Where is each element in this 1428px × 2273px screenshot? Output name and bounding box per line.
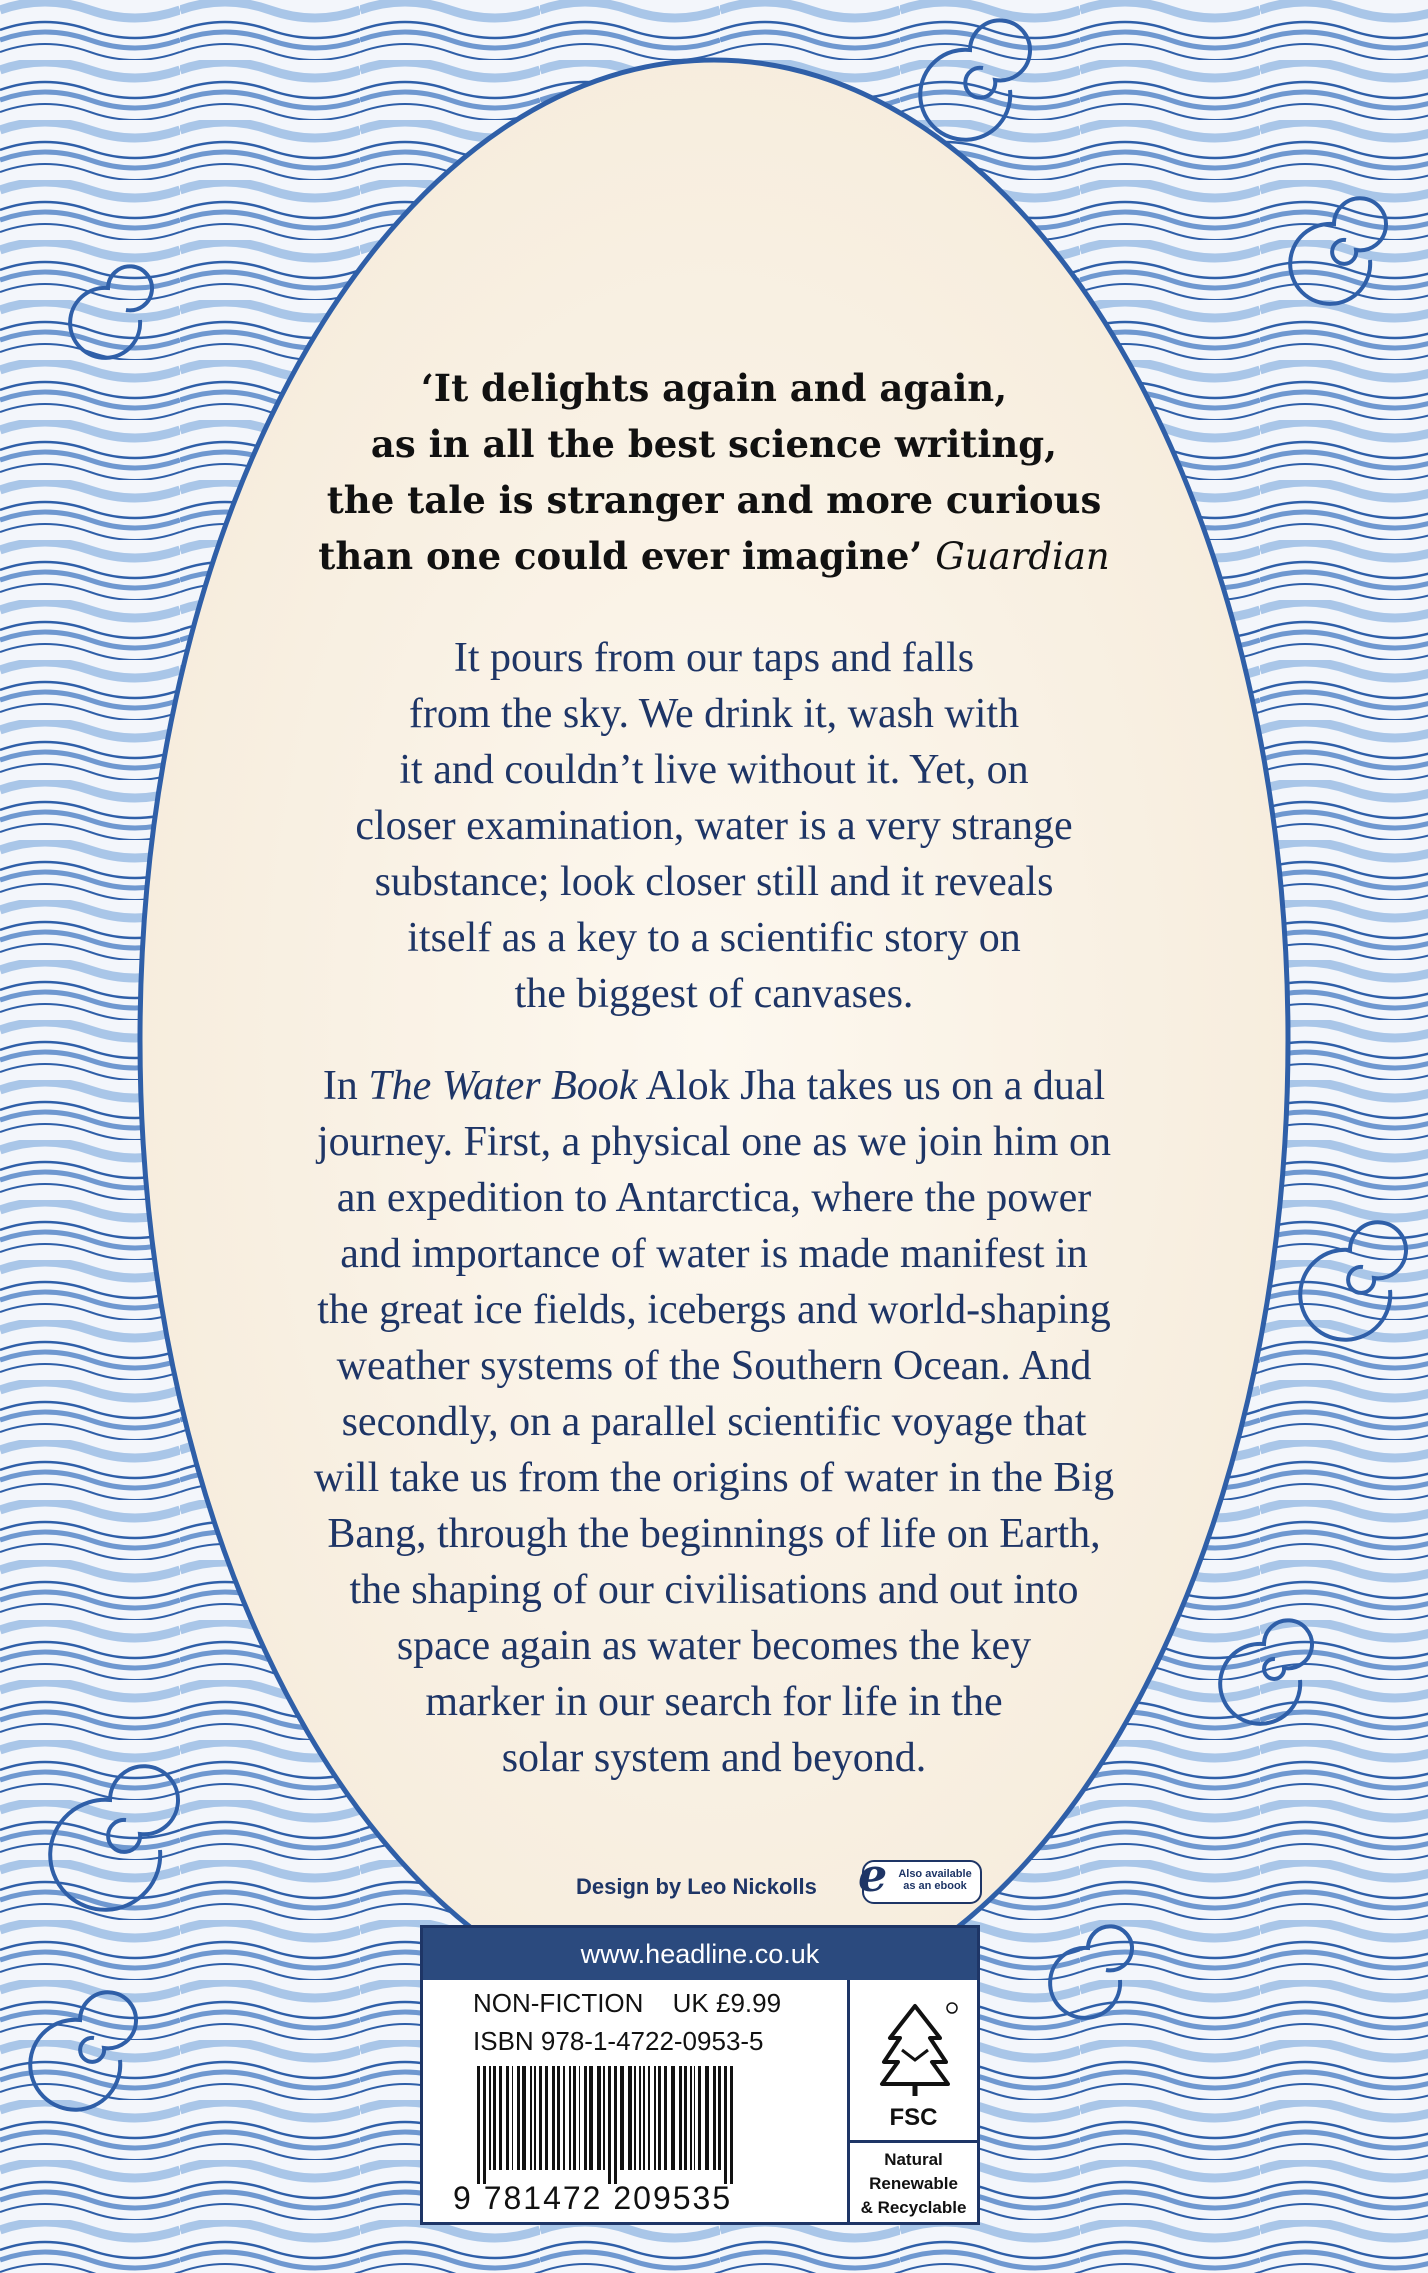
blurb-line: It pours from our taps and falls — [453, 635, 975, 681]
barcode-bar — [489, 2066, 491, 2170]
barcode-bar — [648, 2066, 650, 2170]
blurb-line: weather systems of the Southern Ocean. And — [336, 1343, 1092, 1389]
barcode-bar — [477, 2066, 480, 2184]
barcode-bar — [620, 2066, 624, 2170]
ebook-badge-line: Also available — [898, 1868, 972, 1880]
barcode-bar — [579, 2066, 580, 2170]
book-title: The Water Book — [368, 1063, 638, 1109]
fsc-label: FSC — [889, 2104, 938, 2131]
blurb-line: the biggest of canvases. — [514, 971, 914, 1017]
isbn-label: ISBN 978-1-4722-0953-5 — [473, 2026, 764, 2056]
blurb-line: and importance of water is made manifest in — [340, 1231, 1088, 1277]
blurb-line — [200, 1058, 1228, 1114]
blurb-line: itself as a key to a scientific story on — [407, 915, 1021, 961]
blurb-paragraph-1 — [200, 630, 1228, 1022]
barcode-bar — [654, 2066, 656, 2170]
fsc-tag-line: & Recyclable — [860, 2198, 967, 2217]
blurb-line: Bang, through the beginnings of life on Earth, — [327, 1511, 1101, 1557]
barcode-bar — [552, 2066, 555, 2170]
barcode-bar — [639, 2066, 641, 2170]
barcode-bar — [724, 2066, 727, 2184]
design-credit: Design by Leo Nickolls — [576, 1874, 817, 1899]
publisher-url[interactable]: www.headline.co.uk — [423, 1928, 977, 1980]
blurb-paragraph-2 — [200, 1058, 1228, 1786]
quote-line: ‘It delights again and again, — [420, 366, 1008, 410]
blurb-line: will take us from the origins of water in the Big — [313, 1455, 1115, 1501]
barcode-bar — [684, 2066, 687, 2170]
ebook-badge-text — [894, 1868, 976, 1892]
barcode — [473, 2066, 815, 2184]
barcode-bar — [517, 2066, 520, 2170]
blurb-suffix: Alok Jha takes us on a dual — [637, 1063, 1106, 1109]
fsc-divider — [850, 2140, 977, 2143]
barcode-bar — [713, 2066, 716, 2170]
barcode-bar — [694, 2066, 695, 2170]
ebook-e-icon: e — [858, 1848, 888, 1902]
barcode-digits: 9 781472 209535 — [453, 2180, 733, 2216]
barcode-bar — [718, 2066, 721, 2170]
blurb-line: an expedition to Antarctica, where the power — [336, 1175, 1092, 1221]
blurb-line: substance; look closer still and it reveals — [374, 859, 1054, 905]
blurb-prefix: In — [322, 1063, 369, 1109]
blurb-line: space again as water becomes the key — [396, 1623, 1032, 1669]
blurb-line: solar system and beyond. — [501, 1735, 927, 1781]
barcode-bar — [499, 2066, 502, 2170]
fsc-tree-icon — [870, 1998, 960, 2098]
fsc-tagline — [850, 2148, 977, 2220]
quote-line: as in all the best science writing, — [370, 422, 1058, 466]
barcode-bar — [658, 2066, 661, 2170]
barcode-bar — [493, 2066, 496, 2170]
barcode-bar — [589, 2066, 593, 2170]
quote-line: the tale is stranger and more curious — [326, 478, 1102, 522]
barcode-bar — [530, 2066, 532, 2170]
barcode-bar — [643, 2066, 645, 2170]
barcode-bar — [634, 2066, 636, 2170]
fsc-tag-line: Renewable — [869, 2174, 958, 2193]
barcode-bar — [679, 2066, 682, 2170]
price-label: UK £9.99 — [672, 1988, 782, 2018]
barcode-bar — [573, 2066, 576, 2170]
barcode-bar — [671, 2066, 675, 2170]
ebook-badge — [858, 1848, 982, 1904]
barcode-bar — [563, 2066, 565, 2170]
blurb-line: secondly, on a parallel scientific voyage that — [341, 1399, 1087, 1445]
barcode-bar — [597, 2066, 601, 2170]
quote-line — [200, 528, 1228, 585]
barcode-bar — [730, 2066, 733, 2184]
barcode-bar — [608, 2066, 611, 2184]
fsc-certification — [847, 1980, 977, 2225]
blurb-line: the great ice fields, icebergs and world-shaping — [317, 1287, 1111, 1333]
fsc-tag-line: Natural — [884, 2150, 943, 2169]
barcode-bar — [628, 2066, 632, 2170]
review-quote — [200, 360, 1228, 585]
blurb-line: journey. First, a physical one as we join him on — [317, 1119, 1111, 1165]
barcode-bar — [545, 2066, 548, 2170]
quote-line-text: than one could ever imagine’ — [318, 534, 923, 578]
barcode-bar — [614, 2066, 617, 2184]
quote-source: Guardian — [935, 535, 1110, 578]
barcode-bar — [690, 2066, 692, 2170]
barcode-bar — [584, 2066, 587, 2170]
genre-label: NON-FICTION — [473, 1988, 644, 2018]
blurb-line: closer examination, water is a very strange — [355, 803, 1073, 849]
barcode-bar — [512, 2066, 513, 2170]
blurb-line: the shaping of our civilisations and out into — [349, 1567, 1079, 1613]
barcode-bar — [539, 2066, 542, 2170]
ebook-badge-line: as an ebook — [903, 1880, 967, 1892]
barcode-bar — [506, 2066, 509, 2170]
barcode-bar — [664, 2066, 667, 2170]
barcode-bar — [569, 2066, 571, 2170]
blurb-line: from the sky. We drink it, wash with — [408, 691, 1020, 737]
barcode-bar — [522, 2066, 526, 2170]
barcode-bar — [483, 2066, 486, 2184]
price-barcode-box — [420, 1925, 980, 2225]
barcode-bar — [705, 2066, 709, 2170]
barcode-bar — [534, 2066, 536, 2170]
blurb-line: marker in our search for life in the — [425, 1679, 1003, 1725]
barcode-bar — [603, 2066, 605, 2170]
blurb-line: it and couldn’t live without it. Yet, on — [399, 747, 1029, 793]
genre-price-line — [473, 1988, 803, 2019]
barcode-bar — [557, 2066, 560, 2170]
barcode-bar — [698, 2066, 701, 2170]
